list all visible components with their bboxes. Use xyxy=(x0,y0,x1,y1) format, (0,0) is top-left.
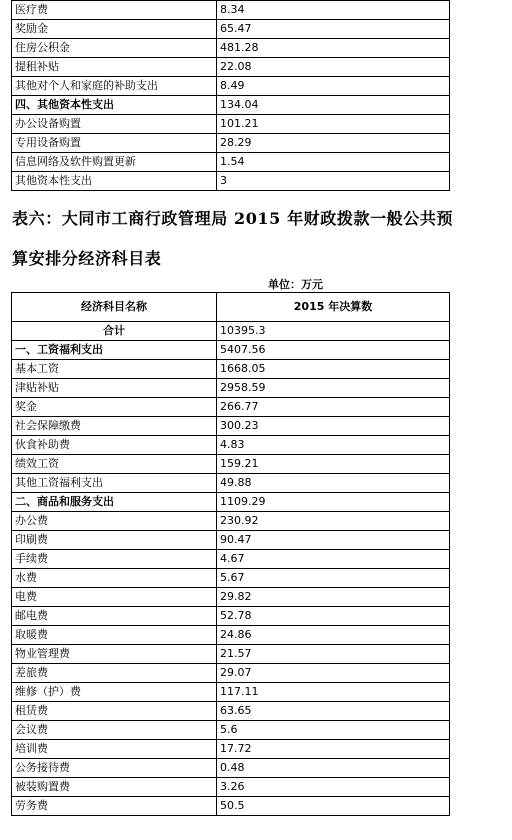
header-col-name: 经济科目名称 xyxy=(12,293,217,322)
row-value: 117.11 xyxy=(217,683,450,702)
table-row xyxy=(12,550,450,569)
total-label: 合计 xyxy=(12,322,217,341)
table-row xyxy=(12,645,450,664)
row-label: 其他对个人和家庭的补助支出 xyxy=(12,77,217,96)
row-label: 二、商品和服务支出 xyxy=(12,493,217,512)
row-label: 奖励金 xyxy=(12,20,217,39)
row-label: 被装购置费 xyxy=(12,778,217,797)
table-row xyxy=(12,702,450,721)
table-row xyxy=(12,39,450,58)
row-label: 信息网络及软件购置更新 xyxy=(12,153,217,172)
row-value: 1109.29 xyxy=(217,493,450,512)
header-col-value: 2015 年决算数 xyxy=(217,293,450,322)
row-value: 50.5 xyxy=(217,797,450,816)
row-value: 481.28 xyxy=(217,39,450,58)
table-row xyxy=(12,436,450,455)
table-title-line2: 算安排分经济科目表 xyxy=(12,249,162,268)
row-label: 公务接待费 xyxy=(12,759,217,778)
row-value: 134.04 xyxy=(217,96,450,115)
row-value: 8.49 xyxy=(217,77,450,96)
row-label: 邮电费 xyxy=(12,607,217,626)
row-label: 手续费 xyxy=(12,550,217,569)
row-value: 22.08 xyxy=(217,58,450,77)
row-value: 29.07 xyxy=(217,664,450,683)
row-value: 1.54 xyxy=(217,153,450,172)
table-row xyxy=(12,664,450,683)
row-label: 电费 xyxy=(12,588,217,607)
table-row xyxy=(12,474,450,493)
row-label: 医疗费 xyxy=(12,1,217,20)
table-row xyxy=(12,531,450,550)
table-row xyxy=(12,626,450,645)
row-label: 其他工资福利支出 xyxy=(12,474,217,493)
row-label: 劳务费 xyxy=(12,797,217,816)
unit-label: 单位：万元 xyxy=(268,278,323,291)
row-label: 社会保障缴费 xyxy=(12,417,217,436)
row-value: 21.57 xyxy=(217,645,450,664)
table-row xyxy=(12,58,450,77)
row-label: 会议费 xyxy=(12,721,217,740)
table-row xyxy=(12,398,450,417)
row-value: 101.21 xyxy=(217,115,450,134)
row-value: 63.65 xyxy=(217,702,450,721)
row-value: 28.29 xyxy=(217,134,450,153)
row-label: 基本工资 xyxy=(12,360,217,379)
total-value: 10395.3 xyxy=(217,322,450,341)
row-value: 300.23 xyxy=(217,417,450,436)
row-label: 差旅费 xyxy=(12,664,217,683)
row-value: 1668.05 xyxy=(217,360,450,379)
row-value: 4.83 xyxy=(217,436,450,455)
row-label: 奖金 xyxy=(12,398,217,417)
row-label: 办公设备购置 xyxy=(12,115,217,134)
table-row xyxy=(12,96,450,115)
table-row xyxy=(12,379,450,398)
row-value: 266.77 xyxy=(217,398,450,417)
row-label: 住房公积金 xyxy=(12,39,217,58)
row-label: 办公费 xyxy=(12,512,217,531)
table-row xyxy=(12,588,450,607)
row-value: 159.21 xyxy=(217,455,450,474)
table-row xyxy=(12,721,450,740)
row-value: 230.92 xyxy=(217,512,450,531)
row-label: 维修（护）费 xyxy=(12,683,217,702)
table-row xyxy=(12,778,450,797)
row-label: 津贴补贴 xyxy=(12,379,217,398)
row-value: 90.47 xyxy=(217,531,450,550)
row-label: 其他资本性支出 xyxy=(12,172,217,191)
row-value: 52.78 xyxy=(217,607,450,626)
row-label: 培训费 xyxy=(12,740,217,759)
row-value: 3 xyxy=(217,172,450,191)
row-value: 4.67 xyxy=(217,550,450,569)
table-header-row xyxy=(12,293,450,322)
table-row xyxy=(12,740,450,759)
row-value: 24.86 xyxy=(217,626,450,645)
row-label: 水费 xyxy=(12,569,217,588)
table-row xyxy=(12,115,450,134)
row-label: 提租补贴 xyxy=(12,58,217,77)
table-row xyxy=(12,341,450,360)
row-value: 65.47 xyxy=(217,20,450,39)
table-row xyxy=(12,683,450,702)
row-value: 17.72 xyxy=(217,740,450,759)
table-row xyxy=(12,512,450,531)
row-value: 5407.56 xyxy=(217,341,450,360)
row-label: 四、其他资本性支出 xyxy=(12,96,217,115)
row-value: 49.88 xyxy=(217,474,450,493)
table-row xyxy=(12,797,450,816)
table-row xyxy=(12,1,450,20)
row-value: 3.26 xyxy=(217,778,450,797)
table-row xyxy=(12,153,450,172)
table-row xyxy=(12,569,450,588)
row-value: 8.34 xyxy=(217,1,450,20)
row-value: 5.67 xyxy=(217,569,450,588)
row-label: 一、工资福利支出 xyxy=(12,341,217,360)
row-label: 专用设备购置 xyxy=(12,134,217,153)
table-row xyxy=(12,77,450,96)
row-label: 伙食补助费 xyxy=(12,436,217,455)
table-row xyxy=(12,20,450,39)
table-row xyxy=(12,455,450,474)
table-row xyxy=(12,417,450,436)
table-row xyxy=(12,493,450,512)
row-label: 印刷费 xyxy=(12,531,217,550)
row-label: 取暖费 xyxy=(12,626,217,645)
row-label: 绩效工资 xyxy=(12,455,217,474)
table-row xyxy=(12,759,450,778)
table-title-line1: 表六：大同市工商行政管理局 2015 年财政拨款一般公共预 xyxy=(12,209,454,228)
row-value: 29.82 xyxy=(217,588,450,607)
row-label: 物业管理费 xyxy=(12,645,217,664)
expense-table-bottom xyxy=(11,292,450,816)
total-row xyxy=(12,322,450,341)
row-value: 0.48 xyxy=(217,759,450,778)
row-value: 5.6 xyxy=(217,721,450,740)
expense-table-top xyxy=(11,0,450,191)
table-row xyxy=(12,134,450,153)
row-value: 2958.59 xyxy=(217,379,450,398)
table-row xyxy=(12,607,450,626)
table-row xyxy=(12,172,450,191)
row-label: 租赁费 xyxy=(12,702,217,721)
table-row xyxy=(12,360,450,379)
